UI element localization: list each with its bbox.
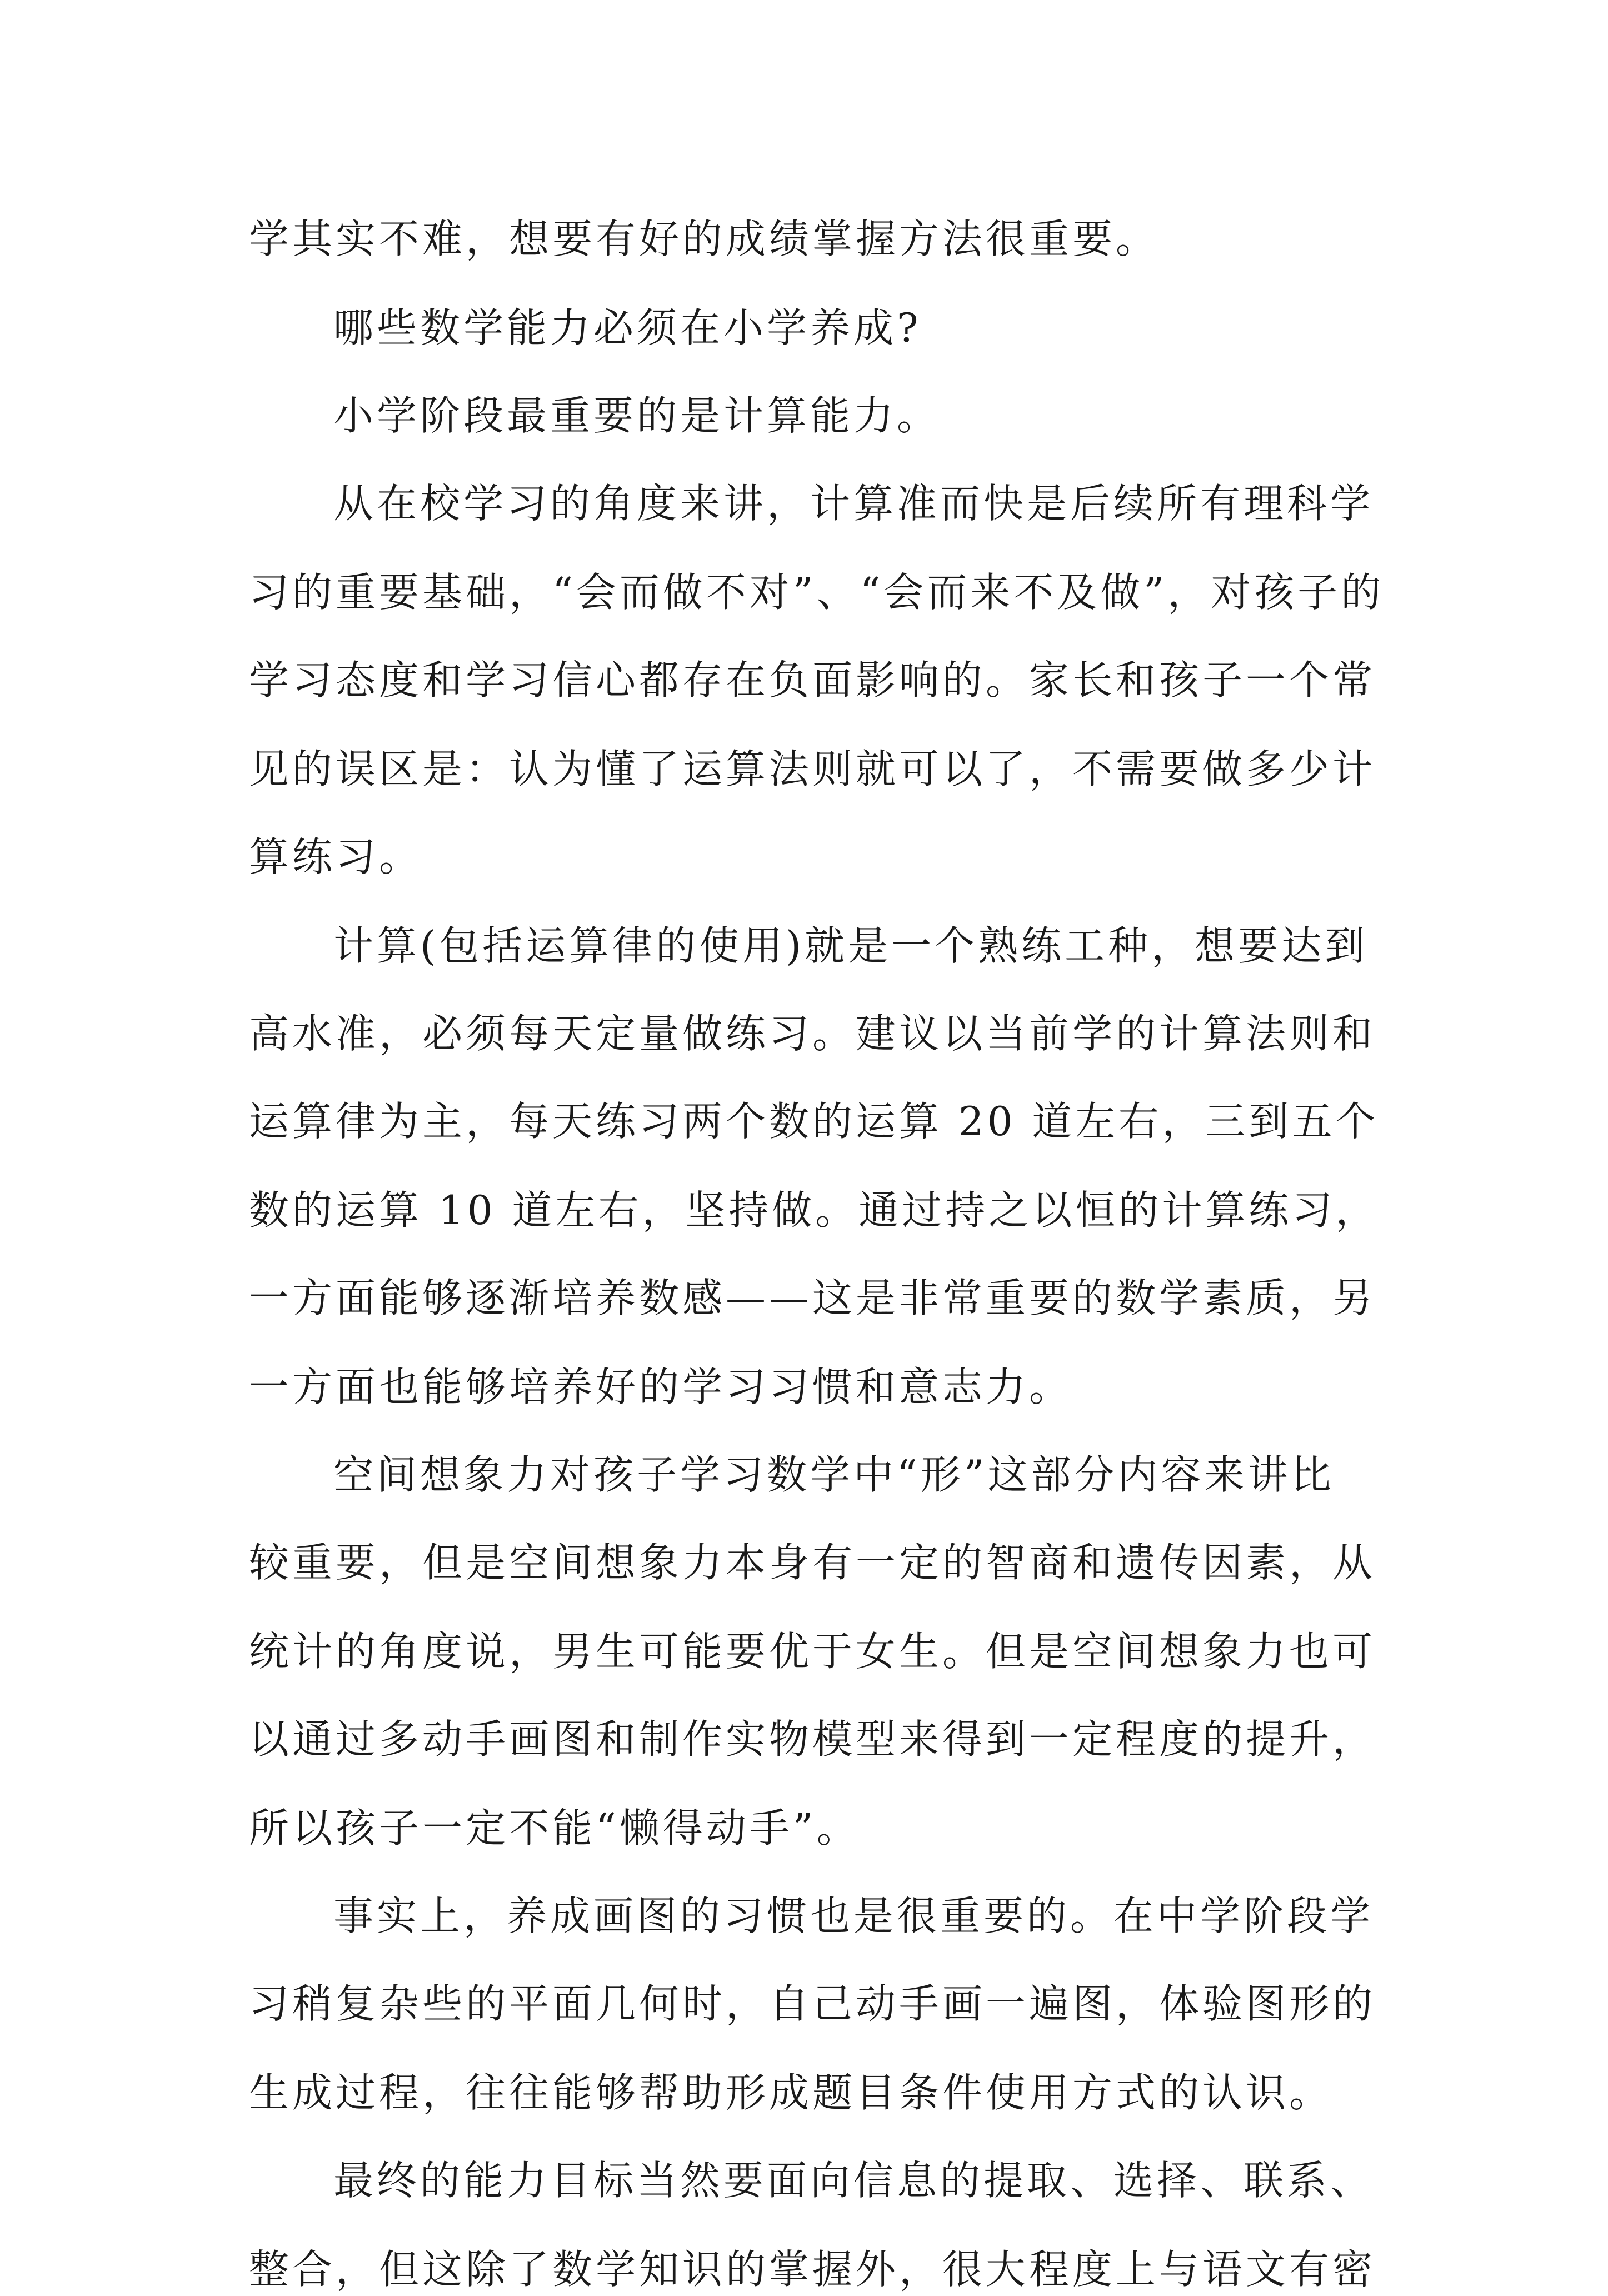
text-line: 算练习。 bbox=[249, 833, 423, 880]
text-line: 学习态度和学习信心都存在负面影响的。家长和孩子一个常 bbox=[249, 657, 1376, 703]
text-line: 数的运算 10 道左右，坚持做。通过持之以恒的计算练习， bbox=[249, 1187, 1379, 1234]
text-line: 计算(包括运算律的使用)就是一个熟练工种，想要达到 bbox=[333, 922, 1369, 969]
text-line: 习的重要基础，“会而做不对”、“会而来不及做”，对孩子的 bbox=[249, 569, 1385, 616]
text-line: 空间想象力对孩子学习数学中“形”这部分内容来讲比 bbox=[333, 1451, 1335, 1498]
text-line: 事实上，养成画图的习惯也是很重要的。在中学阶段学 bbox=[333, 1893, 1374, 1939]
text-line: 习稍复杂些的平面几何时，自己动手画一遍图，体验图形的 bbox=[249, 1980, 1376, 2027]
text-line: 哪些数学能力必须在小学养成? bbox=[333, 305, 922, 351]
text-line: 从在校学习的角度来讲，计算准而快是后续所有理科学 bbox=[333, 480, 1374, 527]
text-line: 一方面也能够培养好的学习习惯和意志力。 bbox=[249, 1364, 1073, 1410]
text-line: 学其实不难，想要有好的成绩掌握方法很重要。 bbox=[249, 216, 1160, 262]
text-line: 生成过程，往往能够帮助形成题目条件使用方式的认识。 bbox=[249, 2069, 1333, 2116]
text-line: 最终的能力目标当然要面向信息的提取、选择、联系、 bbox=[333, 2157, 1374, 2204]
text-line: 高水准，必须每天定量做练习。建议以当前学的计算法则和 bbox=[249, 1010, 1376, 1057]
text-line: 整合，但这除了数学知识的掌握外，很大程度上与语文有密 bbox=[249, 2246, 1376, 2293]
text-line: 见的误区是：认为懂了运算法则就可以了，不需要做多少计 bbox=[249, 746, 1376, 792]
text-line: 以通过多动手画图和制作实物模型来得到一定程度的提升， bbox=[249, 1716, 1376, 1763]
text-line: 统计的角度说，男生可能要优于女生。但是空间想象力也可 bbox=[249, 1628, 1376, 1675]
text-line: 所以孩子一定不能“懒得动手”。 bbox=[249, 1805, 860, 1851]
text-line: 运算律为主，每天练习两个数的运算 20 道左右，三到五个 bbox=[249, 1098, 1379, 1145]
text-line: 一方面能够逐渐培养数感——这是非常重要的数学素质，另 bbox=[249, 1275, 1376, 1321]
text-line: 较重要，但是空间想象力本身有一定的智商和遗传因素，从 bbox=[249, 1539, 1376, 1586]
text-line: 小学阶段最重要的是计算能力。 bbox=[333, 392, 941, 439]
